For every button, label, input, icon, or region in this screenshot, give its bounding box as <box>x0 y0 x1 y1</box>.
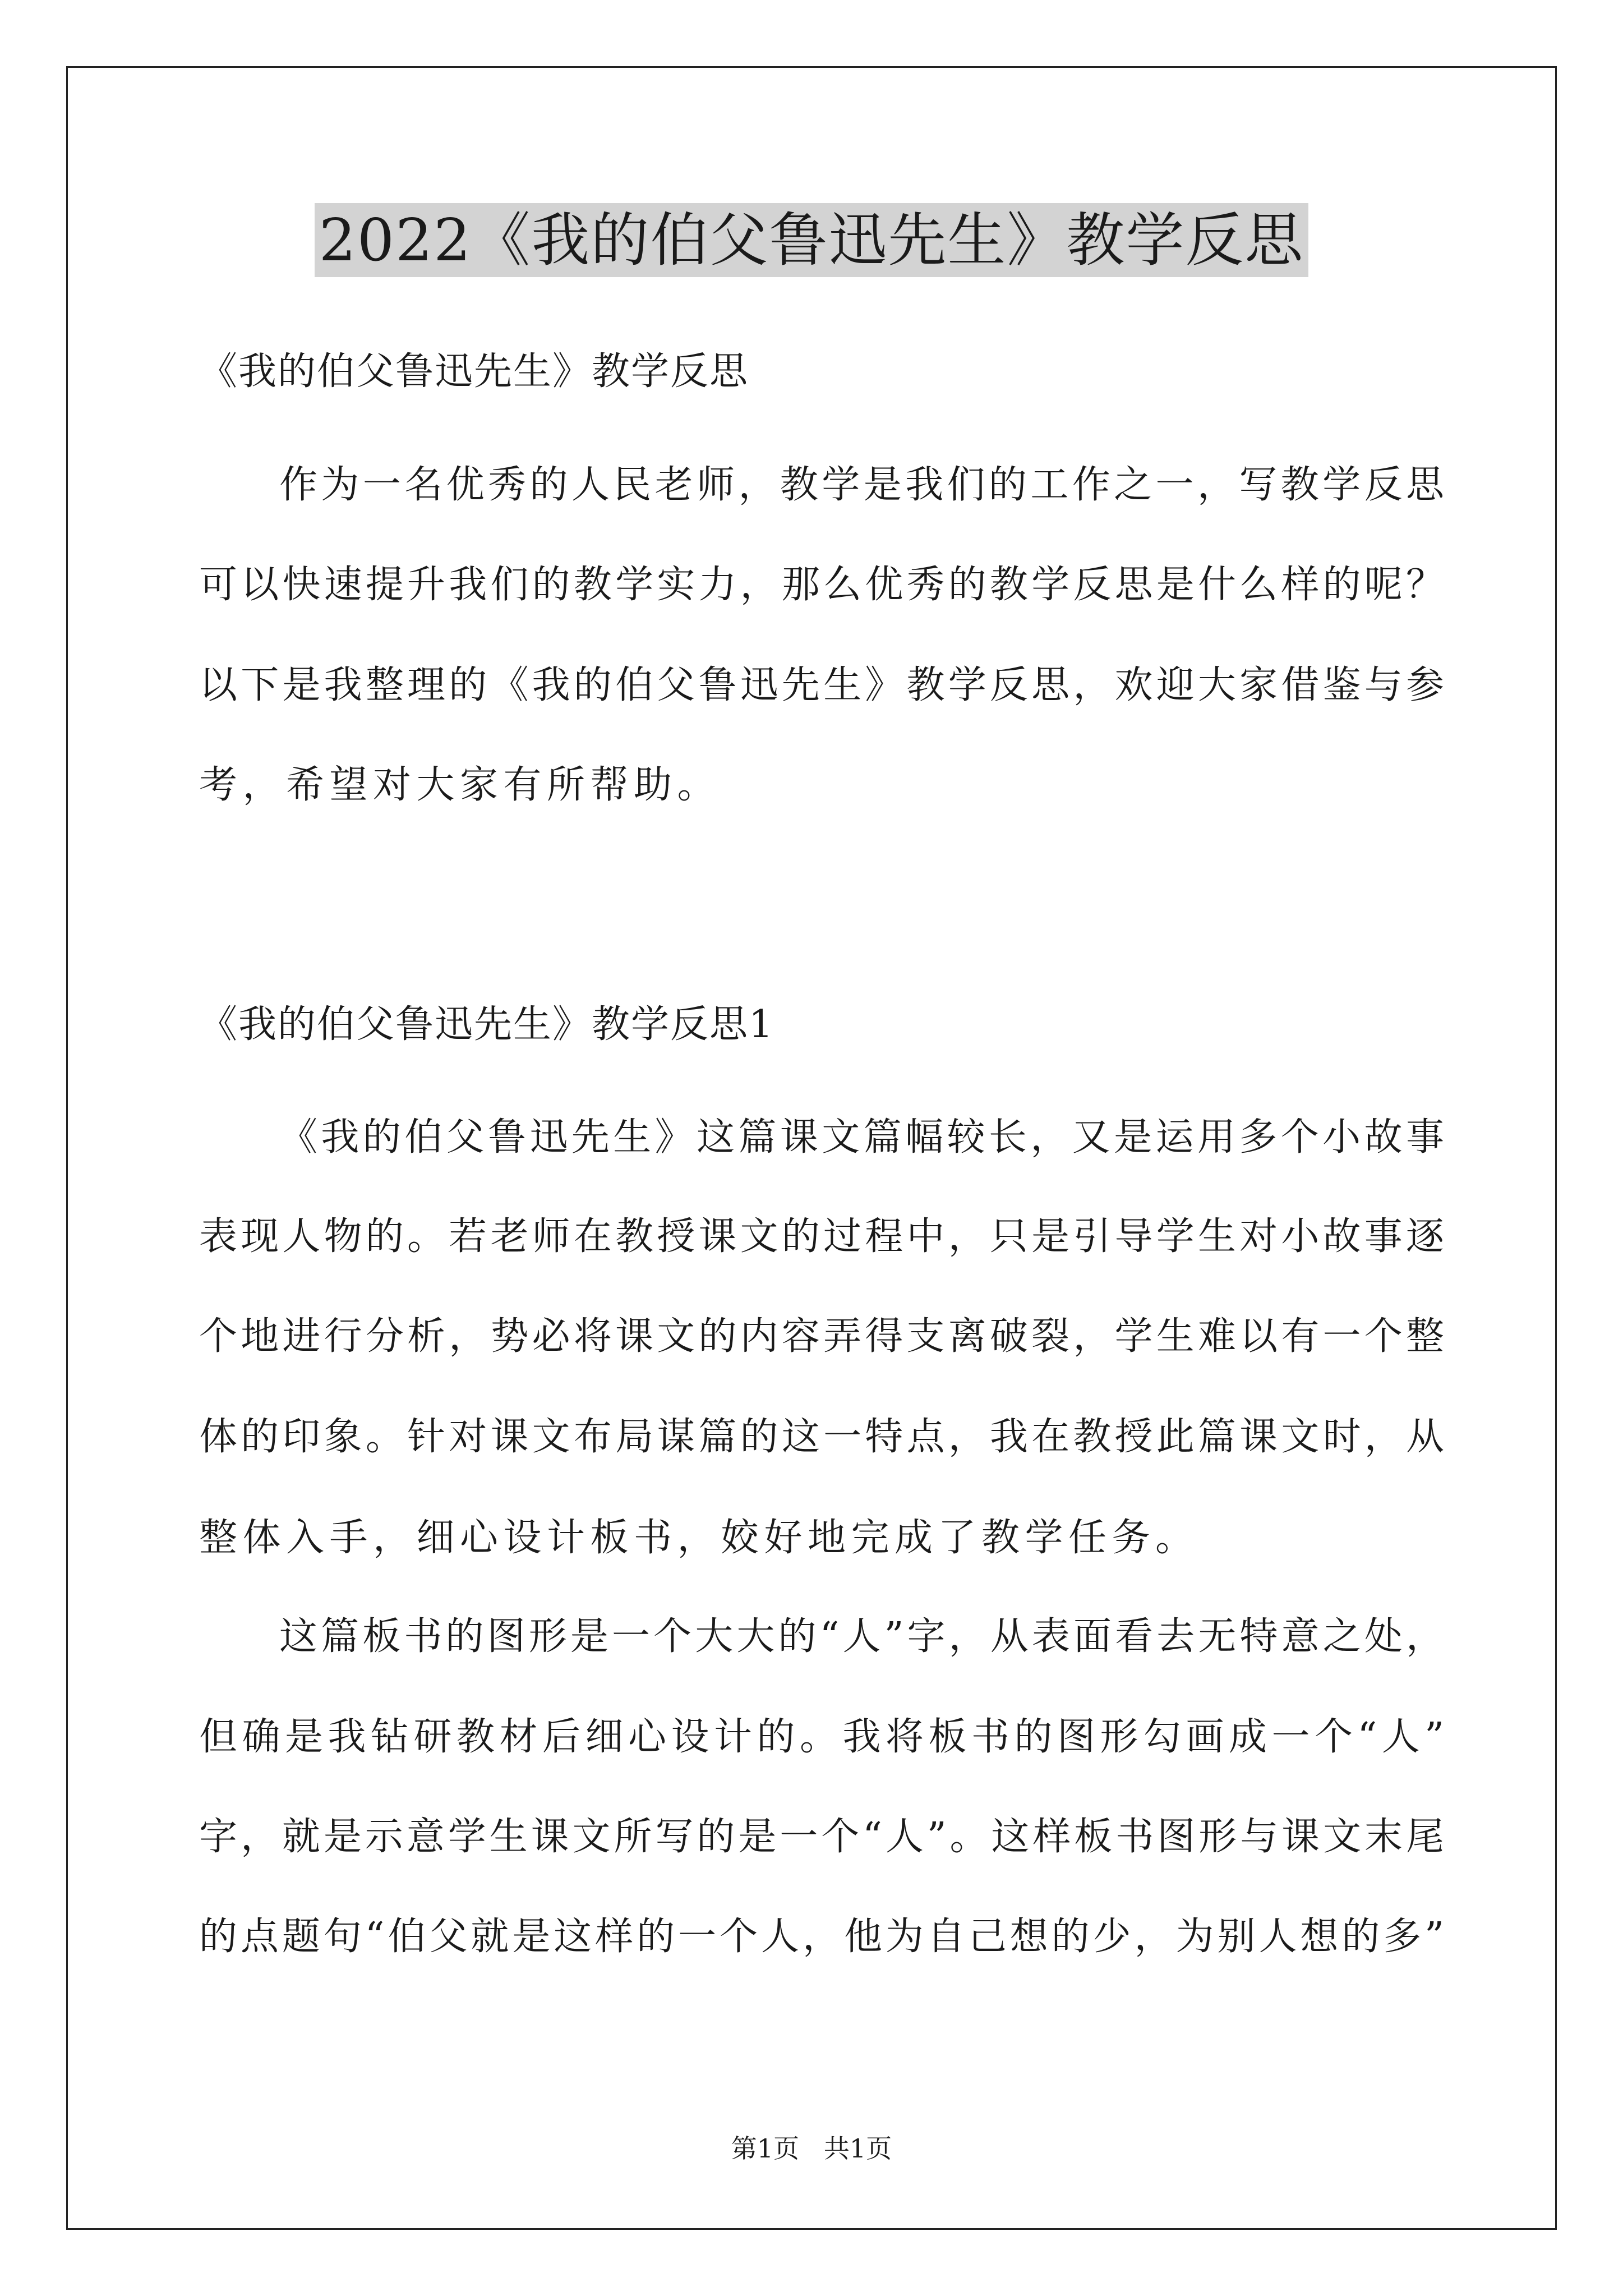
paragraph-line: 可以快速提升我们的教学实力，那么优秀的教学反思是什么样的呢？ <box>199 563 1444 607</box>
paragraph-line: 这篇板书的图形是一个大大的“人”字，从表面看去无特意之处， <box>279 1614 1444 1659</box>
paragraph-line: 表现人物的。若老师在教授课文的过程中，只是引导学生对小故事逐 <box>199 1214 1444 1259</box>
paragraph-line: 整体入手，细心设计板书，姣好地完成了教学任务。 <box>199 1516 1199 1560</box>
paragraph-line: 以下是我整理的《我的伯父鲁迅先生》教学反思，欢迎大家借鉴与参 <box>199 663 1444 707</box>
document-title: 2022《我的伯父鲁迅先生》教学反思 <box>315 203 1309 277</box>
paragraph-line: 体的印象。针对课文布局谋篇的这一特点，我在教授此篇课文时，从 <box>199 1415 1444 1459</box>
title-container <box>0 203 1623 277</box>
paragraph-line: 的点题句“伯父就是这样的一个人，他为自己想的少，为别人想的多” <box>199 1915 1444 1959</box>
section-heading: 《我的伯父鲁迅先生》教学反思1 <box>199 1002 774 1047</box>
paragraph-line: 作为一名优秀的人民老师，教学是我们的工作之一，写教学反思 <box>279 463 1444 507</box>
paragraph-line: 但确是我钻研教材后细心设计的。我将板书的图形勾画成一个“人” <box>199 1715 1444 1759</box>
paragraph-line: 个地进行分析，势必将课文的内容弄得支离破裂，学生难以有一个整 <box>199 1314 1444 1359</box>
paragraph-line: 《我的伯父鲁迅先生》这篇课文篇幅较长，又是运用多个小故事 <box>279 1115 1444 1159</box>
page-footer: 第1页 共1页 <box>731 2133 892 2164</box>
paragraph-line: 考，希望对大家有所帮助。 <box>199 763 721 807</box>
paragraph-line: 字，就是示意学生课文所写的是一个“人”。这样板书图形与课文末尾 <box>199 1815 1444 1859</box>
section-heading: 《我的伯父鲁迅先生》教学反思 <box>199 349 749 394</box>
